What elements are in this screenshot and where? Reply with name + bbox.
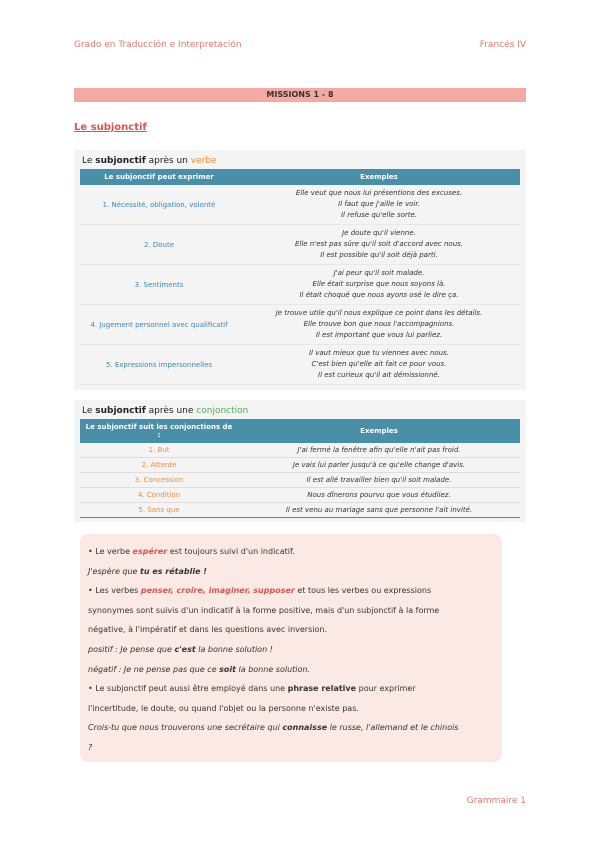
verb-table-row — [80, 265, 520, 305]
example-sentence: C'est bien qu'elle ait fait ce pour vous. — [311, 360, 447, 368]
verb-panel — [74, 150, 526, 390]
verb-panel-title: Le subjonctif après un verbe — [82, 156, 217, 166]
verb-table-key: 1. Nécessité, obligation, volonté — [80, 185, 238, 225]
conjunction-table-key: 2. Attente — [80, 458, 238, 473]
verb-table-row — [80, 305, 520, 345]
note-line: négatif : Je ne pense pas que ce soit la bonne solution. — [88, 664, 311, 674]
conjunction-table-example: J'ai fermé la fenêtre afin qu'elle n'ait pas froid. — [238, 443, 520, 458]
example-sentence: Il est important que vous lui parliez. — [315, 331, 443, 339]
example-sentence: Il faut que j'aille le voir. — [338, 200, 420, 208]
conjunction-table-row — [80, 503, 520, 518]
conjunction-table-example: Il est venu au mariage sans que personne l'ait invité. — [238, 503, 520, 518]
header-subject: Francés IV — [479, 40, 526, 50]
verb-table-examples — [238, 265, 520, 305]
missions-banner: MISSIONS 1 - 8 — [74, 88, 526, 102]
example-sentence: Je trouve utile qu'il nous explique ce point dans les détails. — [275, 309, 483, 317]
example-sentence: Il refuse qu'elle sorte. — [340, 211, 418, 219]
example-sentence: Il est possible qu'il soit déjà parti. — [320, 251, 438, 259]
verb-table-header-col1: Le subjonctif peut exprimer — [80, 169, 238, 185]
example-sentence: Il vaut mieux que tu viennes avec nous. — [308, 349, 450, 357]
conjunction-table-key: 1. But — [80, 443, 238, 458]
verb-table-key: 2. Doute — [80, 225, 238, 265]
example-sentence: Elle veut que nous lui présentions des excuses. — [295, 189, 463, 197]
verb-table-examples — [238, 225, 520, 265]
conjunction-table-row — [80, 488, 520, 503]
conjunction-table-header-col1: Le subjonctif suit les conjonctions de : — [80, 419, 238, 443]
example-sentence: J'ai peur qu'il soit malade. — [333, 269, 425, 277]
note-line: positif : Je pense que c'est la bonne solution ! — [88, 644, 273, 654]
note-line: J'espère que tu es rétablie ! — [88, 566, 207, 576]
conjunction-table-row — [80, 458, 520, 473]
conjunction-panel-title: Le subjonctif après une conjonction — [82, 406, 249, 416]
conjunction-table-row — [80, 443, 520, 458]
note-line: Crois-tu que nous trouverons une secrétaire qui connaisse le russe, l'allemand et le chinois — [88, 723, 459, 733]
example-sentence: Elle était surprise que nous soyons là. — [312, 280, 446, 288]
conjunction-table-key: 5. Sans que — [80, 503, 238, 518]
verb-table-examples — [238, 345, 520, 385]
example-sentence: Je doute qu'il vienne. — [342, 229, 416, 237]
conjunction-panel — [74, 400, 526, 522]
note-line: synonymes sont suivis d'un indicatif à la forme positive, mais d'un subjonctif à la forme — [88, 605, 440, 615]
note-line: ? — [88, 742, 93, 752]
note-line: • Le subjonctif peut aussi être employé dans une phrase relative pour exprimer — [88, 684, 416, 694]
note-line: négative, à l'impératif et dans les questions avec inversion. — [88, 625, 327, 635]
verb-table-row — [80, 225, 520, 265]
example-sentence: Elle trouve bon que nous l'accompagnions. — [303, 320, 455, 328]
verb-table-key: 4. Jugement personnel avec qualificatif — [80, 305, 238, 345]
verb-table-examples — [238, 185, 520, 225]
note-line: l'incertitude, le doute, ou quand l'objet ou la personne n'existe pas. — [88, 703, 359, 713]
conjunction-table-example: Je vais lui parler jusqu'à ce qu'elle change d'avis. — [238, 458, 520, 473]
example-sentence: Il était choqué que nous ayons osé le dire ça. — [299, 291, 459, 299]
footer-label: Grammaire 1 — [466, 796, 526, 806]
conjunction-table-header-col2: Exemples — [238, 419, 520, 443]
conjunction-table-key: 4. Condition — [80, 488, 238, 503]
verb-table-header-col2: Exemples — [238, 169, 520, 185]
conjunction-table-example: Il est allé travailler bien qu'il soit malade. — [238, 473, 520, 488]
conjunction-table-key: 3. Concession — [80, 473, 238, 488]
conjunction-table-row — [80, 473, 520, 488]
note-line: • Les verbes penser, croire, imaginer, supposer et tous les verbes ou expressions — [88, 586, 432, 596]
verb-table-row — [80, 345, 520, 385]
note-line: • Le verbe espérer est toujours suivi d'un indicatif. — [88, 547, 295, 556]
header-course: Grado en Traducción e Interpretación — [74, 40, 242, 50]
note-box — [80, 534, 502, 762]
section-title: Le subjonctif — [74, 122, 147, 133]
example-sentence: Il est curieux qu'il ait démissionné. — [318, 371, 440, 379]
example-sentence: Elle n'est pas sûre qu'il soit d'accord avec nous. — [294, 240, 463, 248]
verb-table-examples — [238, 305, 520, 345]
conjunction-table-example: Nous dînerons pourvu que vous étudiiez. — [238, 488, 520, 503]
verb-table-key: 3. Sentiments — [80, 265, 238, 305]
verb-table-row — [80, 185, 520, 225]
verb-table — [80, 169, 520, 385]
verb-table-key: 5. Expressions impersonnelles — [80, 345, 238, 385]
conjunction-table — [80, 419, 520, 518]
